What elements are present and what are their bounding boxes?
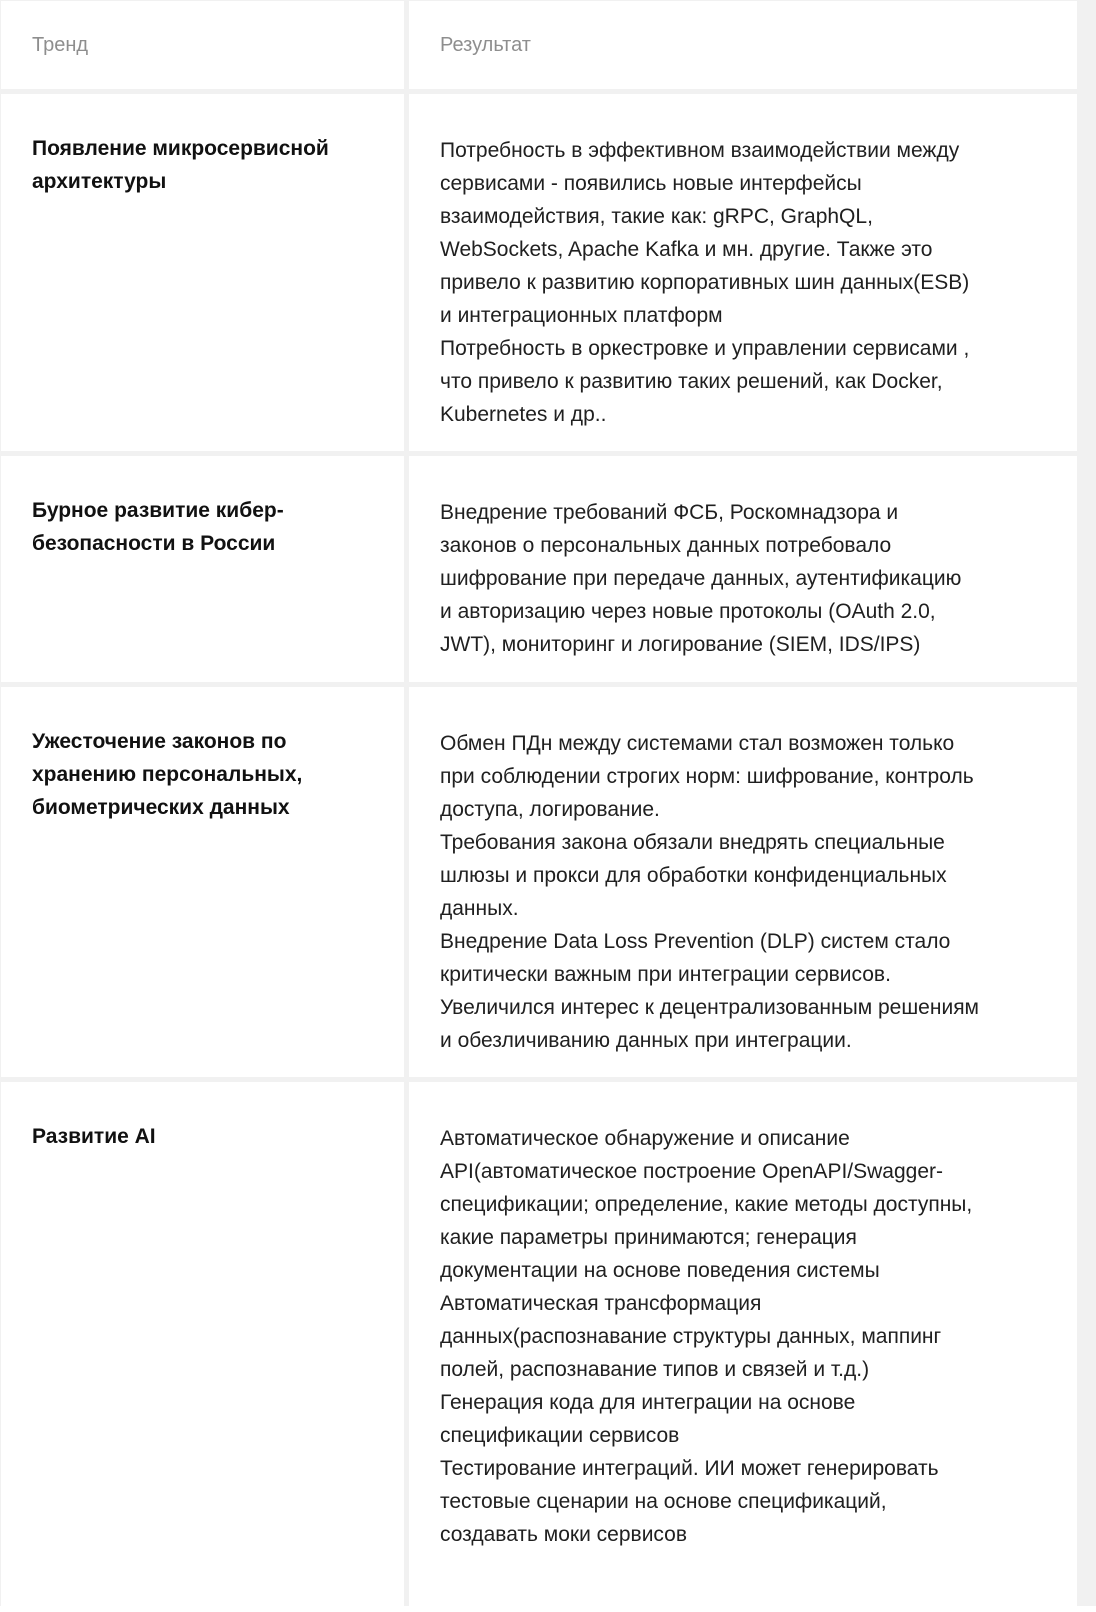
- result-line: и авторизацию через новые протоколы (OAuth 2.0,: [440, 600, 936, 623]
- result-cell: [409, 1082, 1077, 1612]
- result-line: при соблюдении строгих норм: шифрование, контроль: [440, 765, 974, 788]
- result-line: шифрование при передаче данных, аутентификацию: [440, 567, 962, 590]
- result-text: [440, 1082, 1077, 1551]
- result-cell: [409, 687, 1077, 1077]
- result-cell: [409, 456, 1077, 682]
- result-line: Обмен ПДн между системами стал возможен только: [440, 732, 955, 755]
- table-row: [1, 456, 1096, 682]
- result-line: Внедрение требований ФСБ, Роскомнадзора и: [440, 501, 899, 524]
- result-line: Внедрение Data Loss Prevention (DLP) систем стало: [440, 930, 951, 953]
- result-line: спецификации; определение, какие методы доступны,: [440, 1193, 973, 1216]
- result-line: взаимодействия, такие как: gRPC, GraphQL,: [440, 205, 873, 228]
- table-row: [1, 1082, 1096, 1612]
- result-line: JWT), мониторинг и логирование (SIEM, IDS/IPS): [440, 633, 921, 656]
- result-line: сервисами - появились новые интерфейсы: [440, 172, 862, 195]
- header-trend: Тренд: [1, 1, 404, 89]
- table-row: [1, 94, 1096, 451]
- result-line: Автоматическое обнаружение и описание: [440, 1127, 850, 1150]
- result-line: что привело к развитию таких решений, как Docker,: [440, 370, 943, 393]
- result-line: Потребность в оркестровке и управлении сервисами ,: [440, 337, 970, 360]
- trend-title: [32, 1082, 404, 1153]
- result-text: [440, 94, 1077, 431]
- result-line: Тестирование интеграций. ИИ может генерировать: [440, 1457, 939, 1480]
- result-line: критически важным при интеграции сервисов.: [440, 963, 891, 986]
- result-line: WebSockets, Apache Kafka и мн. другие. Также это: [440, 238, 933, 261]
- result-line: законов о персональных данных потребовало: [440, 534, 892, 557]
- trend-line: архитектуры: [32, 170, 167, 193]
- result-line: полей, распознавание типов и связей и т.д.): [440, 1358, 870, 1381]
- trend-line: хранению персональных,: [32, 763, 303, 786]
- result-text: [440, 456, 1077, 661]
- table-row: [1, 687, 1096, 1077]
- result-line: доступа, логирование.: [440, 798, 660, 821]
- trend-cell: [1, 456, 404, 682]
- result-line: и обезличиванию данных при интеграции.: [440, 1029, 852, 1052]
- result-line: шлюзы и прокси для обработки конфиденциальных: [440, 864, 947, 887]
- table-header: [1, 1, 1096, 89]
- trend-title: [32, 456, 404, 560]
- trend-line: Развитие AI: [32, 1125, 156, 1148]
- result-line: API(автоматическое построение OpenAPI/Swagger-: [440, 1160, 943, 1183]
- trend-cell: [1, 94, 404, 451]
- result-line: Kubernetes и др..: [440, 403, 607, 426]
- result-line: документации на основе поведения системы: [440, 1259, 880, 1282]
- result-line: спецификации сервисов: [440, 1424, 680, 1447]
- result-line: Генерация кода для интеграции на основе: [440, 1391, 856, 1414]
- trend-line: Ужесточение законов по: [32, 730, 287, 753]
- result-line: создавать моки сервисов: [440, 1523, 687, 1546]
- trend-line: Бурное развитие кибер-: [32, 499, 284, 522]
- result-line: тестовые сценарии на основе спецификаций,: [440, 1490, 887, 1513]
- result-line: привело к развитию корпоративных шин данных(ESB): [440, 271, 970, 294]
- header-result: Результат: [409, 1, 1077, 89]
- trend-line: биометрических данных: [32, 796, 290, 819]
- trend-title: [32, 687, 404, 824]
- result-line: Потребность в эффективном взаимодействии между: [440, 139, 960, 162]
- result-line: Требования закона обязали внедрять специальные: [440, 831, 945, 854]
- result-line: Увеличился интерес к децентрализованным решениям: [440, 996, 979, 1019]
- trend-cell: [1, 1082, 404, 1612]
- result-line: данных(распознавание структуры данных, маппинг: [440, 1325, 942, 1348]
- result-line: Автоматическая трансформация: [440, 1292, 762, 1315]
- trend-line: безопасности в России: [32, 532, 276, 555]
- trend-title: [32, 94, 404, 198]
- result-line: и интеграционных платформ: [440, 304, 723, 327]
- result-line: данных.: [440, 897, 519, 920]
- result-cell: [409, 94, 1077, 451]
- trend-line: Появление микросервисной: [32, 137, 329, 160]
- result-text: [440, 687, 1077, 1057]
- trend-cell: [1, 687, 404, 1077]
- result-line: какие параметры принимаются; генерация: [440, 1226, 857, 1249]
